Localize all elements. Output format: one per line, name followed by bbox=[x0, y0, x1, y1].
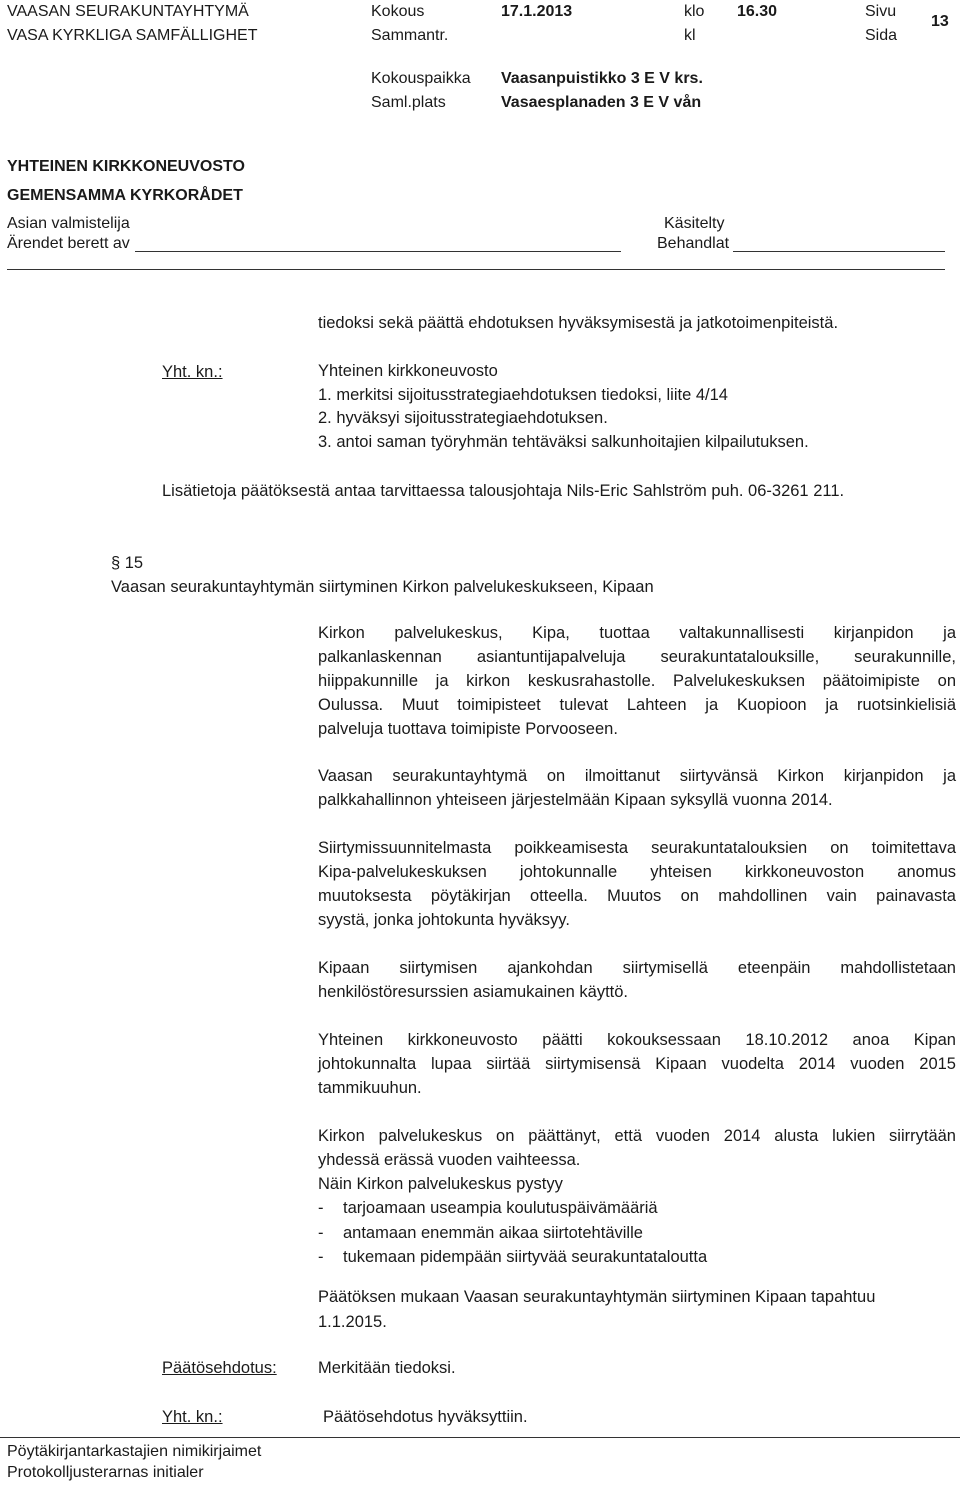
preparer-signature-line bbox=[135, 251, 621, 252]
venue-sv: Vasaesplanaden 3 E V vån bbox=[501, 94, 702, 111]
paragraph-line: Siirtymissuunnitelmasta poikkeamisesta seurakuntatalouksien on toimitettava bbox=[318, 839, 956, 857]
board-name-sv: GEMENSAMMA KYRKORÅDET bbox=[7, 187, 243, 204]
paragraph-7 bbox=[318, 1285, 875, 1334]
more-info: Lisätietoja päätöksestä antaa tarvittaessa talousjohtaja Nils-Eric Sahlström puh. 06-3261 211. bbox=[162, 482, 845, 500]
org-name-fi: VAASAN SEURAKUNTAYHTYMÄ bbox=[7, 3, 249, 20]
proposal-label: Päätösehdotus: bbox=[162, 1359, 277, 1377]
prev-decision-line: Yhteinen kirkkoneuvosto bbox=[318, 362, 498, 380]
paragraph-line: Oulussa. Muut toimipisteet tulevat Lahteen ja Kuopioon ja ruotsinkielisiä bbox=[318, 696, 956, 714]
org-name-sv: VASA KYRKLIGA SAMFÄLLIGHET bbox=[7, 27, 258, 44]
handled-signature-line bbox=[733, 251, 945, 252]
header-divider bbox=[7, 269, 945, 270]
footer-initials-fi: Pöytäkirjantarkastajien nimikirjaimet bbox=[7, 1443, 262, 1460]
paragraph-line: palkkahallinnon yhteiseen järjestelmään Kipaan syksyllä vuonna 2014. bbox=[318, 791, 833, 809]
prev-decision-label: Yht. kn.: bbox=[162, 363, 223, 381]
decision-label: Yht. kn.: bbox=[162, 1408, 223, 1426]
paragraph-4 bbox=[318, 956, 956, 1004]
list-item: - tukemaan pidempään siirtyvää seurakuntataloutta bbox=[318, 1248, 708, 1266]
time-label-sv: kl bbox=[684, 27, 696, 44]
prev-decision-line: 1. merkitsi sijoitusstrategiaehdotuksen tiedoksi, liite 4/14 bbox=[318, 385, 728, 404]
decision-text: Päätösehdotus hyväksyttiin. bbox=[323, 1408, 528, 1426]
paragraph-3 bbox=[318, 836, 956, 932]
meeting-time: 16.30 bbox=[737, 3, 778, 20]
paragraph-line: Päätöksen mukaan Vaasan seurakuntayhtymän siirtyminen Kipaan tapahtuu bbox=[318, 1288, 876, 1306]
meeting-label-fi: Kokous bbox=[371, 3, 425, 20]
page-number: 13 bbox=[931, 13, 949, 30]
time-label-fi: klo bbox=[684, 3, 705, 20]
prev-decision-text bbox=[318, 360, 809, 454]
section-title: Vaasan seurakuntayhtymän siirtyminen Kirkon palvelukeskukseen, Kipaan bbox=[111, 578, 654, 596]
prev-decision-line: 3. antoi saman työryhmän tehtäväksi salkunhoitajien kilpailutuksen. bbox=[318, 432, 809, 451]
paragraph-line: Näin Kirkon palvelukeskus pystyy bbox=[318, 1175, 563, 1193]
paragraph-line: Kipaan siirtymisen ajankohdan siirtymisellä eteenpäin mahdollistetaan bbox=[318, 959, 956, 977]
handled-label-fi: Käsitelty bbox=[664, 215, 725, 232]
paragraph-line: hiippakunnille ja kirkon keskusrahastolle. Palvelukeskuksen päätoimipiste on bbox=[318, 672, 956, 690]
preparer-label-fi: Asian valmistelija bbox=[7, 215, 130, 232]
footer-divider bbox=[0, 1437, 960, 1438]
paragraph-line: Kipa-palvelukeskuksen johtokunnalle yhteisen kirkkoneuvoston anomus bbox=[318, 863, 956, 881]
handled-label-sv: Behandlat bbox=[657, 235, 730, 252]
section-number: § 15 bbox=[111, 554, 144, 572]
paragraph-line: henkilöstöresurssien asiamukainen käyttö. bbox=[318, 983, 628, 1001]
paragraph-line: syystä, jonka johtokunta hyväksyy. bbox=[318, 911, 570, 929]
paragraph-line: palveluja tuottava toimipiste Porvooseen. bbox=[318, 720, 618, 738]
bullet-list bbox=[318, 1196, 707, 1270]
meeting-label-sv: Sammantr. bbox=[371, 27, 449, 44]
paragraph-5 bbox=[318, 1028, 956, 1100]
venue-label-fi: Kokouspaikka bbox=[371, 70, 471, 87]
paragraph-line: Kirkon palvelukeskus, Kipa, tuottaa valtakunnallisesti kirjanpidon ja bbox=[318, 624, 956, 642]
list-item: - antamaan enemmän aikaa siirtotehtäville bbox=[318, 1223, 643, 1242]
paragraph-1 bbox=[318, 621, 956, 741]
list-item: - tarjoamaan useampia koulutuspäivämääriä bbox=[318, 1199, 658, 1217]
meeting-date: 17.1.2013 bbox=[501, 3, 573, 20]
paragraph-2 bbox=[318, 764, 956, 812]
paragraph-line: 1.1.2015. bbox=[318, 1312, 387, 1331]
prev-decision-line: 2. hyväksyi sijoitusstrategiaehdotuksen. bbox=[318, 409, 608, 427]
venue-label-sv: Saml.plats bbox=[371, 94, 446, 111]
paragraph-line: muutoksesta pöytäkirjan otteella. Muutos on mahdollinen vain painavasta bbox=[318, 887, 956, 905]
paragraph-line: tammikuuhun. bbox=[318, 1079, 422, 1097]
page-label-sv: Sida bbox=[865, 27, 898, 44]
board-name-fi: YHTEINEN KIRKKONEUVOSTO bbox=[7, 158, 245, 175]
paragraph-line: Vaasan seurakuntayhtymä on ilmoittanut siirtyvänsä Kirkon kirjanpidon ja bbox=[318, 767, 956, 785]
venue-fi: Vaasanpuistikko 3 E V krs. bbox=[501, 70, 703, 87]
paragraph-line: palkanlaskennan asiantuntijapalveluja seurakuntatalouksille, seurakunnille, bbox=[318, 648, 956, 666]
paragraph-line: Kirkon palvelukeskus on päättänyt, että vuoden 2014 alusta lukien siirrytään bbox=[318, 1127, 956, 1145]
paragraph-line: yhdessä erässä vuoden vaihteessa. bbox=[318, 1151, 581, 1169]
preparer-label-sv: Ärendet berett av bbox=[7, 235, 130, 252]
proposal-text: Merkitään tiedoksi. bbox=[318, 1359, 456, 1377]
paragraph-line: johtokunnalta lupaa siirtää siirtymisensä Kipaan vuodelta 2014 vuoden 2015 bbox=[318, 1055, 956, 1073]
footer-initials-sv: Protokolljusterarnas initialer bbox=[7, 1464, 204, 1481]
page-label-fi: Sivu bbox=[865, 3, 897, 20]
paragraph-line: Yhteinen kirkkoneuvosto päätti kokouksessaan 18.10.2012 anoa Kipan bbox=[318, 1031, 956, 1049]
prev-item-intro: tiedoksi sekä päättä ehdotuksen hyväksymisestä ja jatkotoimenpiteistä. bbox=[318, 314, 839, 332]
paragraph-6 bbox=[318, 1124, 956, 1196]
